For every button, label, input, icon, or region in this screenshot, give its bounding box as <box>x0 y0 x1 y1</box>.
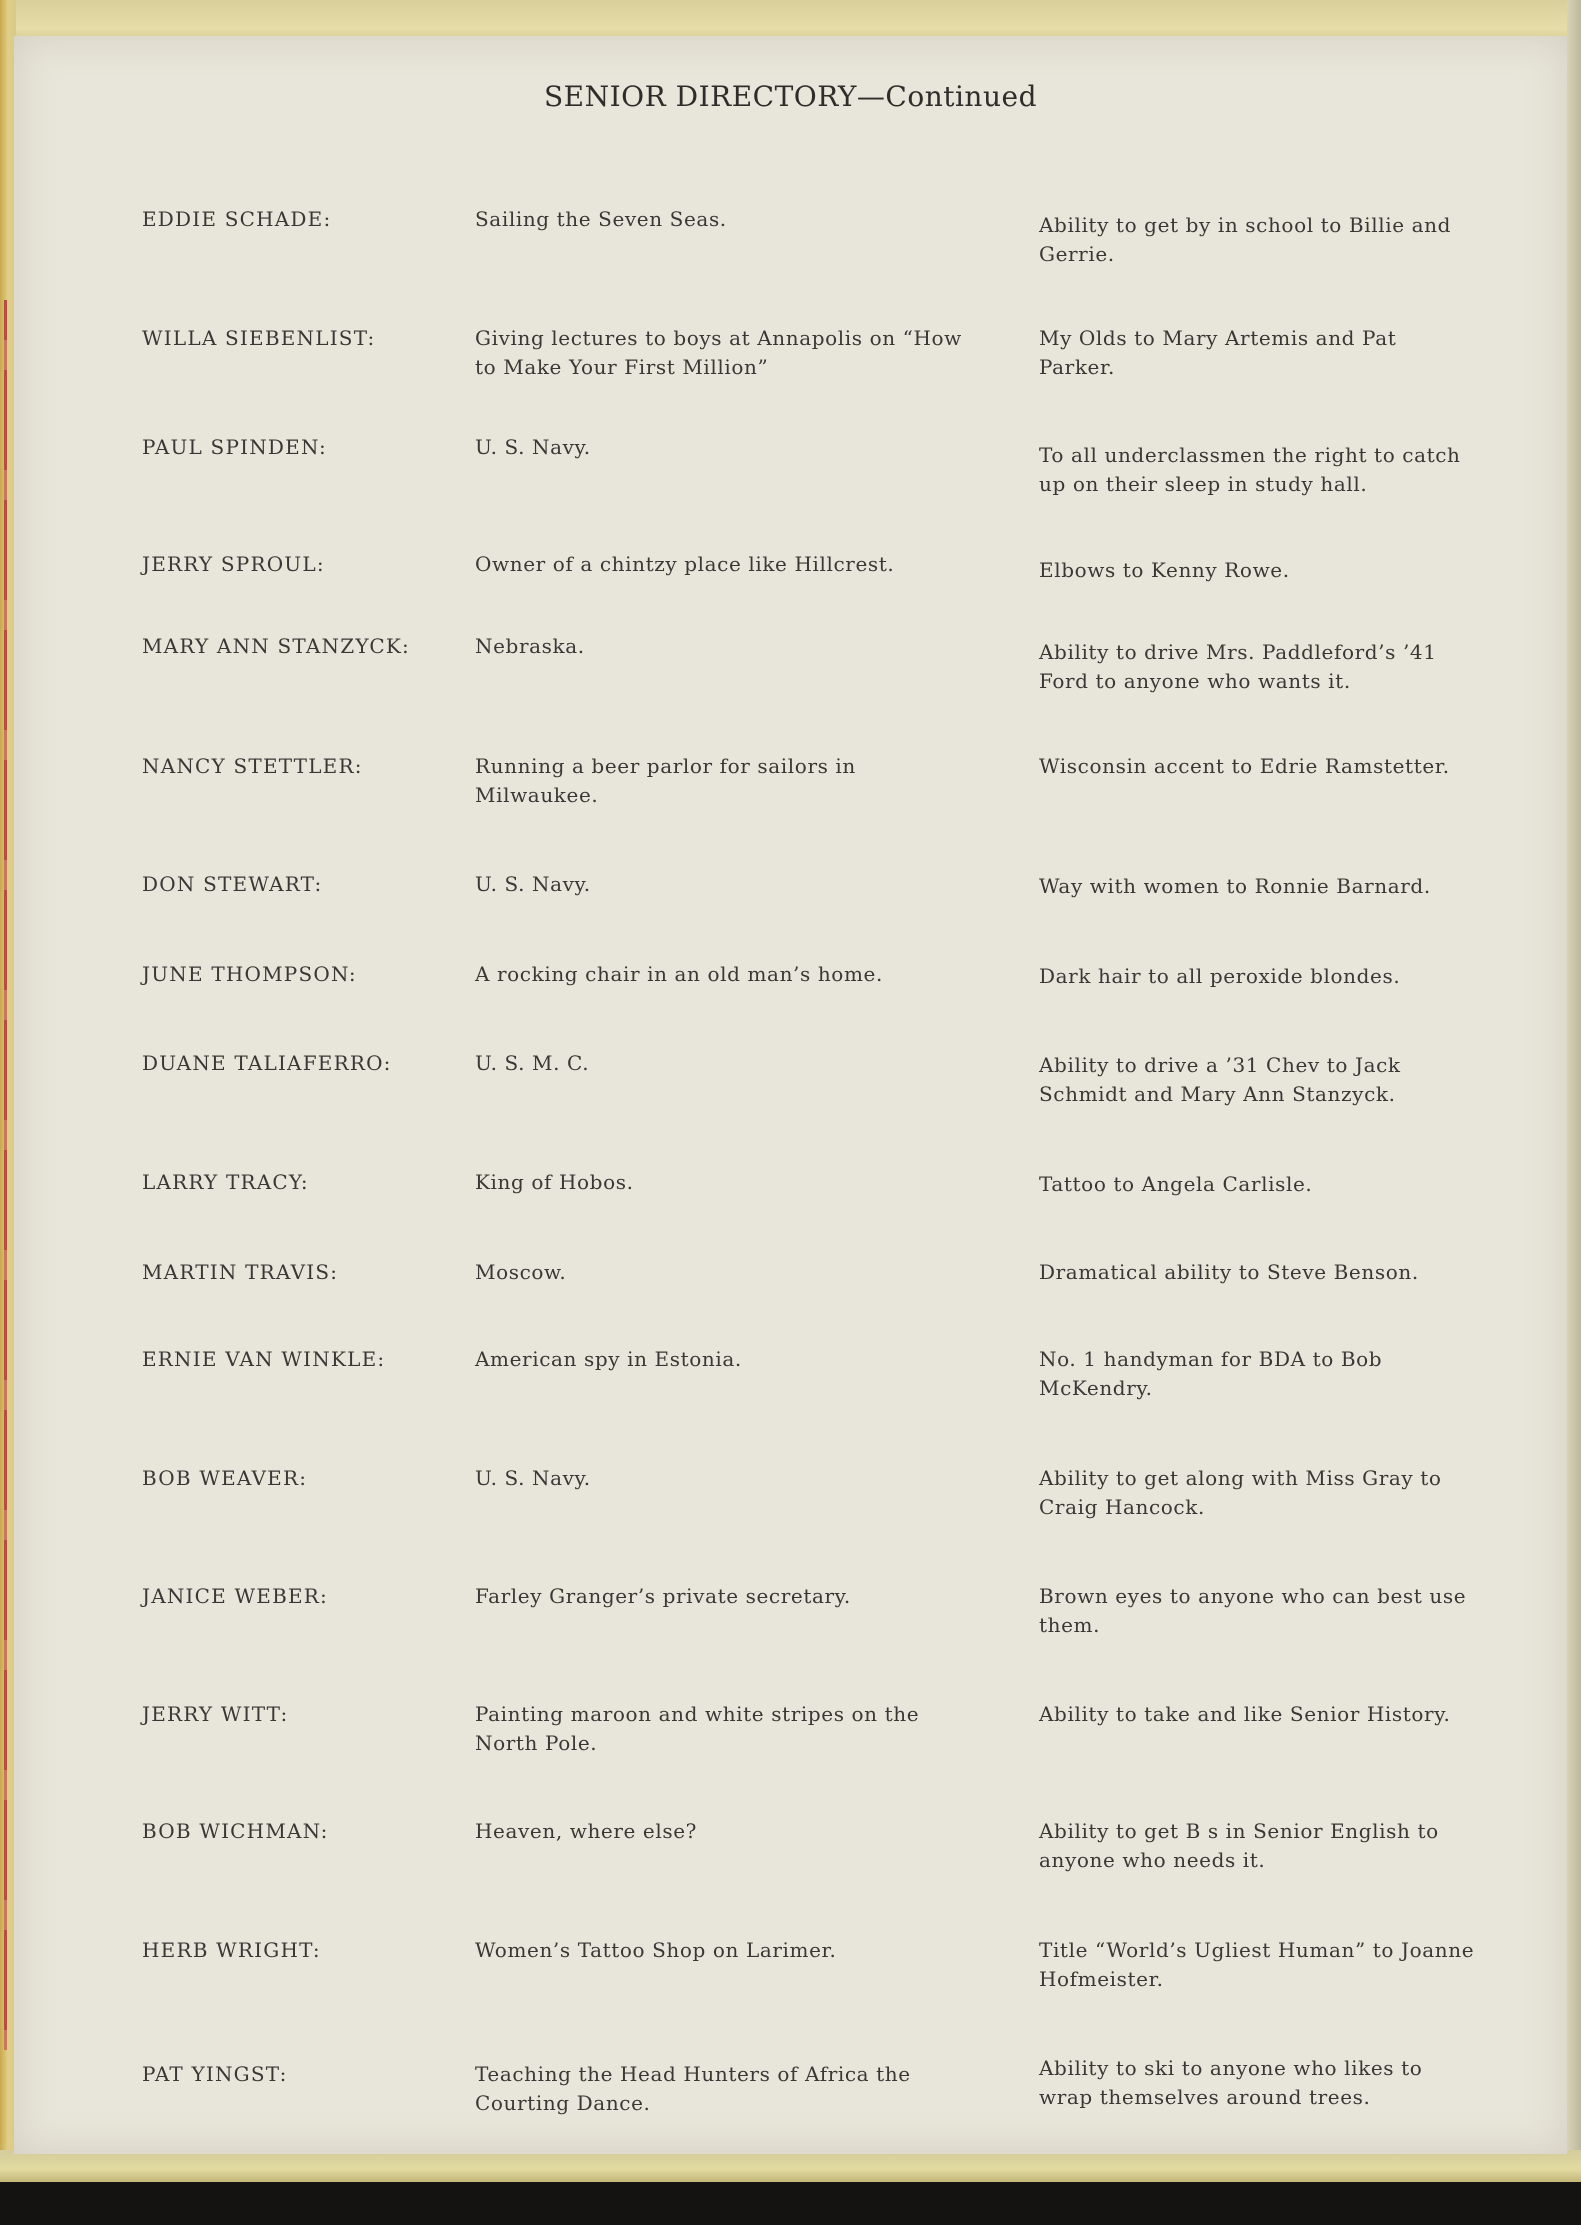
page-title: SENIOR DIRECTORY—Continued <box>544 80 1037 113</box>
senior-future: Teaching the Head Hunters of Africa the Courting Dance. <box>475 2062 911 2115</box>
directory-entry <box>0 324 1581 414</box>
senior-bequest: Ability to drive a ’31 Chev to Jack Schmidt and Mary Ann Stanzyck. <box>1039 1053 1401 1106</box>
directory-entry <box>0 632 1581 722</box>
senior-bequest: Ability to take and like Senior History. <box>1039 1702 1451 1726</box>
senior-bequest: Ability to ski to anyone who likes to wrap themselves around trees. <box>1039 2056 1423 2109</box>
senior-bequest: Way with women to Ronnie Barnard. <box>1039 874 1431 898</box>
directory-entry <box>0 960 1581 1050</box>
senior-name: NANCY STETTLER: <box>142 754 363 778</box>
senior-bequest: Elbows to Kenny Rowe. <box>1039 558 1290 582</box>
senior-future: American spy in Estonia. <box>475 1347 742 1371</box>
senior-bequest: Ability to get by in school to Billie and Gerrie. <box>1039 213 1451 266</box>
senior-bequest: Ability to drive Mrs. Paddleford’s ’41 Ford to anyone who wants it. <box>1039 640 1437 693</box>
directory-entry <box>0 550 1581 640</box>
directory-entry <box>0 2054 1581 2144</box>
directory-entry <box>0 1345 1581 1435</box>
senior-name: JANICE WEBER: <box>142 1584 328 1608</box>
directory-entry <box>0 1700 1581 1790</box>
directory-entry <box>0 1582 1581 1672</box>
senior-future: U. S. Navy. <box>475 872 591 896</box>
senior-name: MARY ANN STANZYCK: <box>142 634 410 658</box>
directory-entry <box>0 752 1581 842</box>
senior-bequest: Title “World’s Ugliest Human” to Joanne Hofmeister. <box>1039 1938 1475 1991</box>
senior-name: WILLA SIEBENLIST: <box>142 326 376 350</box>
senior-future: Nebraska. <box>475 634 585 658</box>
scan-background <box>0 2182 1581 2225</box>
senior-bequest: Dark hair to all peroxide blondes. <box>1039 964 1401 988</box>
senior-future: U. S. M. C. <box>475 1051 590 1075</box>
senior-future: A rocking chair in an old man’s home. <box>475 962 883 986</box>
senior-name: BOB WEAVER: <box>142 1466 308 1490</box>
senior-bequest: Brown eyes to anyone who can best use them. <box>1039 1584 1467 1637</box>
senior-bequest: To all underclassmen the right to catch up on their sleep in study hall. <box>1039 443 1461 496</box>
senior-future: U. S. Navy. <box>475 1466 591 1490</box>
senior-future: Sailing the Seven Seas. <box>475 207 727 231</box>
senior-future: King of Hobos. <box>475 1170 634 1194</box>
senior-future: Painting maroon and white stripes on the North Pole. <box>475 1702 920 1755</box>
senior-name: DUANE TALIAFERRO: <box>142 1051 392 1075</box>
senior-name: BOB WICHMAN: <box>142 1819 329 1843</box>
senior-bequest: Wisconsin accent to Edrie Ramstetter. <box>1039 754 1450 778</box>
senior-name: MARTIN TRAVIS: <box>142 1260 339 1284</box>
senior-future: Owner of a chintzy place like Hillcrest. <box>475 552 895 576</box>
directory-entry <box>0 1936 1581 2026</box>
directory-entry <box>0 205 1581 295</box>
book-binding-bottom <box>0 2150 1581 2182</box>
senior-bequest: Tattoo to Angela Carlisle. <box>1039 1172 1313 1196</box>
senior-name: JERRY WITT: <box>142 1702 289 1726</box>
senior-future: Farley Granger’s private secretary. <box>475 1584 851 1608</box>
senior-name: JUNE THOMPSON: <box>142 962 357 986</box>
directory-entry <box>0 1258 1581 1348</box>
senior-future: Giving lectures to boys at Annapolis on “How to Make Your First Million” <box>475 326 962 379</box>
senior-name: EDDIE SCHADE: <box>142 207 332 231</box>
senior-name: DON STEWART: <box>142 872 323 896</box>
senior-name: LARRY TRACY: <box>142 1170 309 1194</box>
directory-entry <box>0 1464 1581 1554</box>
directory-entry <box>0 433 1581 523</box>
senior-future: U. S. Navy. <box>475 435 591 459</box>
senior-name: PAT YINGST: <box>142 2062 288 2086</box>
directory-entry <box>0 1817 1581 1907</box>
senior-name: JERRY SPROUL: <box>142 552 325 576</box>
senior-name: PAUL SPINDEN: <box>142 435 327 459</box>
senior-bequest: Ability to get along with Miss Gray to Craig Hancock. <box>1039 1466 1442 1519</box>
senior-bequest: Ability to get B s in Senior English to anyone who needs it. <box>1039 1819 1439 1872</box>
senior-future: Women’s Tattoo Shop on Larimer. <box>475 1938 837 1962</box>
directory-entry <box>0 1049 1581 1139</box>
senior-bequest: Dramatical ability to Steve Benson. <box>1039 1260 1419 1284</box>
senior-future: Running a beer parlor for sailors in Milwaukee. <box>475 754 856 807</box>
senior-name: HERB WRIGHT: <box>142 1938 321 1962</box>
directory-entry <box>0 870 1581 960</box>
senior-bequest: My Olds to Mary Artemis and Pat Parker. <box>1039 326 1397 379</box>
senior-name: ERNIE VAN WINKLE: <box>142 1347 386 1371</box>
directory-entry <box>0 1168 1581 1258</box>
senior-future: Moscow. <box>475 1260 567 1284</box>
senior-bequest: No. 1 handyman for BDA to Bob McKendry. <box>1039 1347 1383 1400</box>
senior-future: Heaven, where else? <box>475 1819 697 1843</box>
